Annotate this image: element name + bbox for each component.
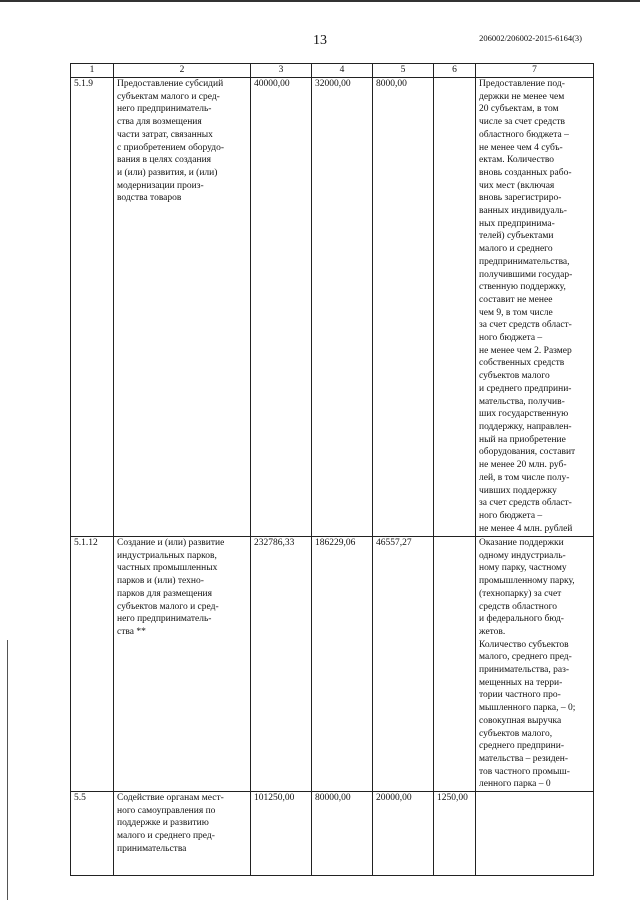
text-line: Предоставление под- — [479, 79, 565, 89]
text-line: мышленного парка, – 0; — [479, 703, 576, 714]
table-row — [71, 537, 594, 792]
table-header-row — [71, 64, 594, 78]
document-code: 206002/206002-2015-6164(3) — [479, 33, 582, 43]
table-row — [71, 78, 594, 537]
text-line: (технопарку) за счет — [479, 588, 562, 599]
column-header: 2 — [114, 64, 251, 78]
row-description — [114, 792, 251, 876]
row-description — [114, 78, 251, 537]
text-line: за счет средств област- — [479, 498, 572, 509]
text-line: частных промышленных — [117, 563, 218, 574]
text-line: малого, среднего пред- — [479, 652, 572, 663]
text-line: оборудования, составит — [479, 447, 576, 458]
text-line: предпринимательства, — [479, 256, 570, 267]
text-line: и среднего предприни- — [479, 383, 572, 394]
text-line: ному парку, частному — [479, 563, 567, 574]
row-col3-value: 40000,00 — [251, 78, 312, 537]
text-line: Оказание поддержки — [479, 538, 564, 548]
scan-margin-line — [7, 640, 8, 900]
row-col4-value: 32000,00 — [312, 78, 373, 537]
text-line: тории частного про- — [479, 690, 561, 701]
column-header: 4 — [312, 64, 373, 78]
budget-table — [70, 63, 594, 876]
text-line: модернизации произ- — [117, 180, 204, 191]
text-line: мательства – резиден- — [479, 753, 569, 764]
text-line: ванных индивидуаль- — [479, 206, 567, 217]
column-header: 7 — [476, 64, 594, 78]
text-line: и (или) развития, и (или) — [117, 167, 218, 178]
text-line: Содействие органам мест- — [117, 793, 224, 804]
text-line: ства ** — [117, 626, 146, 637]
row-result — [476, 78, 594, 537]
text-line: мещенных на терри- — [479, 677, 563, 688]
top-border-line — [0, 0, 640, 2]
row-col6-value — [434, 78, 476, 537]
text-line: ства для возмещения — [117, 117, 202, 128]
text-line: ленного парка – 0 — [479, 779, 551, 790]
row-col4-value: 80000,00 — [312, 792, 373, 876]
text-line: водства товаров — [117, 193, 182, 204]
text-line: малого и среднего пред- — [117, 831, 215, 842]
row-col3-value: 101250,00 — [251, 792, 312, 876]
text-line: ного самоуправления по — [117, 805, 216, 816]
row-col5-value: 8000,00 — [373, 78, 434, 537]
row-code: 5.1.12 — [71, 537, 114, 792]
column-header: 3 — [251, 64, 312, 78]
column-header: 1 — [71, 64, 114, 78]
text-line: ственную поддержку, — [479, 282, 566, 293]
text-line: чем 9, в том числе — [479, 307, 553, 318]
text-line: чивших поддержку — [479, 485, 557, 496]
row-code: 5.1.9 — [71, 78, 114, 537]
text-line: лей, в том числе полу- — [479, 472, 570, 483]
text-line: Предоставление субсидий — [117, 79, 224, 89]
text-line: субъектов малого и сред- — [117, 601, 219, 612]
text-line: мательства, получив- — [479, 396, 565, 407]
text-line: вновь зарегистриро- — [479, 193, 562, 204]
text-line: не менее чем 2. Размер — [479, 345, 572, 356]
text-line: числе за счет средств — [479, 117, 566, 128]
text-line: не менее 4 млн. рублей — [479, 523, 573, 534]
text-line: средств областного — [479, 601, 558, 612]
text-line: одному индустриаль- — [479, 550, 566, 561]
text-line: поддержку, направлен- — [479, 421, 572, 432]
text-line: за счет средств област- — [479, 320, 572, 331]
text-line: держки не менее чем — [479, 91, 565, 102]
text-line: не менее 20 млн. руб- — [479, 460, 567, 471]
row-result — [476, 537, 594, 792]
text-line: 20 субъектам, в том — [479, 104, 559, 115]
text-line: тов частного промыш- — [479, 766, 570, 777]
text-line: принимательства, раз- — [479, 665, 570, 676]
text-line: него предприниматель- — [117, 104, 212, 115]
column-header: 5 — [373, 64, 434, 78]
column-header: 6 — [434, 64, 476, 78]
text-line: малого и среднего — [479, 244, 553, 255]
text-line: Создание и (или) развитие — [117, 538, 225, 548]
text-line: принимательства — [117, 843, 187, 854]
row-col5-value: 46557,27 — [373, 537, 434, 792]
page-number: 13 — [313, 33, 327, 48]
text-line: субъектов малого, — [479, 728, 553, 739]
text-line: среднего предприни- — [479, 741, 564, 752]
row-col3-value: 232786,33 — [251, 537, 312, 792]
text-line: вания в целях создания — [117, 155, 212, 166]
row-result — [476, 792, 594, 876]
text-line: индустриальных парков, — [117, 550, 217, 561]
text-line: жетов. — [479, 626, 506, 637]
row-code: 5.5 — [71, 792, 114, 876]
text-line: Количество субъектов — [479, 639, 569, 650]
text-line: областного бюджета – — [479, 129, 569, 140]
row-col6-value — [434, 537, 476, 792]
text-line: чих мест (включая — [479, 180, 555, 191]
text-line: ших государственную — [479, 409, 569, 420]
text-line: парков и (или) техно- — [117, 576, 204, 587]
text-line: и федерального бюд- — [479, 614, 564, 625]
text-line: него предприниматель- — [117, 614, 212, 625]
text-line: получившими государ- — [479, 269, 573, 280]
text-line: совокупная выручка — [479, 715, 562, 726]
text-line: не менее чем 4 субъ- — [479, 142, 563, 153]
text-line: ных предпринима- — [479, 218, 555, 229]
text-line: с приобретением оборудо- — [117, 142, 225, 153]
text-line: собственных средств — [479, 358, 565, 369]
row-col6-value: 1250,00 — [434, 792, 476, 876]
row-col4-value: 186229,06 — [312, 537, 373, 792]
text-line: ного бюджета – — [479, 333, 543, 344]
text-line: субъектов малого — [479, 371, 550, 382]
row-description — [114, 537, 251, 792]
table-row — [71, 792, 594, 876]
text-line: ного бюджета – — [479, 510, 543, 521]
text-line: ный на приобретение — [479, 434, 566, 445]
text-line: телей) субъектами — [479, 231, 554, 242]
text-line: парков для размещения — [117, 588, 212, 599]
text-line: вновь созданных рабо- — [479, 167, 572, 178]
text-line: составит не менее — [479, 294, 553, 305]
text-line: поддержке и развитию — [117, 818, 209, 829]
text-line: промышленному парку, — [479, 576, 575, 587]
text-line: субъектам малого и сред- — [117, 91, 220, 102]
row-col5-value: 20000,00 — [373, 792, 434, 876]
text-line: ектам. Количество — [479, 155, 555, 166]
text-line: части затрат, связанных — [117, 129, 213, 140]
